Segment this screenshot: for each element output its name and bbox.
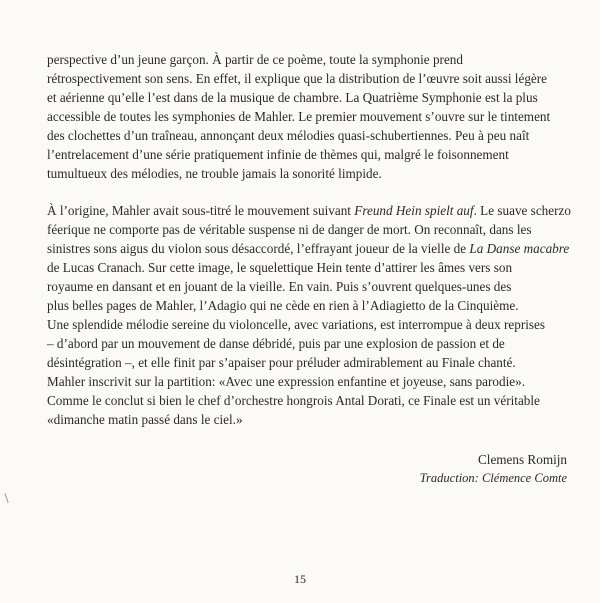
text-line: Mahler inscrivit sur la partition: «Avec une expression enfantine et joyeuse, sans parodie».	[47, 374, 526, 389]
text-line: royaume en dansant et en jouant de la vieille. En vain. Puis s’ouvrent quelques-unes des	[47, 279, 512, 294]
text-line: l’entrelacement d’une série pratiquement infinie de thèmes qui, malgré le foisonnement	[47, 147, 509, 162]
document-body	[47, 50, 571, 429]
page-number: 15	[294, 572, 306, 586]
text-line: de Lucas Cranach. Sur cette image, le squelettique Hein tente d’attirer les âmes vers son	[47, 260, 513, 275]
italic-title: La Danse macabre	[469, 241, 570, 256]
text-line: des clochettes d’un traîneau, annonçant deux mélodies quasi-schubertiennes. Peu à peu naît	[47, 128, 530, 143]
text-line	[47, 201, 571, 220]
text-line: désintégration –, et elle finit par s’apaiser pour préluder admirablement au Finale chanté.	[47, 355, 516, 370]
text-line: et aérienne qu’elle l’est dans de la musique de chambre. La Quatrième Symphonie est la plus	[47, 90, 538, 105]
paragraph-gap	[47, 183, 567, 201]
text-segment: sinistres sons aigus du violon sous désaccordé, l’effrayant joueur de la vielle de	[47, 241, 470, 256]
paragraph-2	[47, 201, 571, 429]
translator-credit: Traduction: Clémence Comte	[419, 471, 567, 485]
author-name: Clemens Romijn	[477, 452, 567, 467]
text-line: accessible de toutes les symphonies de Mahler. Le premier mouvement s’ouvre sur le tintement	[47, 109, 551, 124]
text-line: – d’abord par un mouvement de danse débridé, puis par une explosion de passion et de	[47, 336, 505, 351]
signature-block	[420, 450, 567, 488]
text-line: plus belles pages de Mahler, l’Adagio qui ne cède en rien à l’Adiagietto de la Cinquième.	[47, 298, 519, 313]
text-line	[47, 239, 570, 258]
italic-title: Freund Hein spielt auf	[354, 203, 474, 218]
text-segment: . Le suave scherzo	[473, 203, 571, 218]
text-line: perspective d’un jeune garçon. À partir de ce poème, toute la symphonie prend	[47, 52, 463, 67]
text-line: tumultueux des mélodies, ne trouble jamais la sonorité limpide.	[47, 166, 382, 181]
margin-mark	[4, 493, 8, 503]
text-line: Comme le conclut si bien le chef d’orchestre hongrois Antal Dorati, ce Finale est un véritable	[47, 393, 540, 408]
text-segment: À l’origine, Mahler avait sous-titré le mouvement suivant	[47, 203, 355, 218]
text-line: féerique ne comporte pas de véritable suspense ni de danger de mort. On reconnaît, dans les	[47, 222, 532, 237]
text-line: «dimanche matin passé dans le ciel.»	[47, 412, 243, 427]
paragraph-1	[47, 50, 567, 183]
text-line: Une splendide mélodie sereine du violoncelle, avec variations, est interrompue à deux reprises	[47, 317, 546, 332]
text-line: rétrospectivement son sens. En effet, il explique que la distribution de l’œuvre soit aussi légère	[47, 71, 548, 86]
